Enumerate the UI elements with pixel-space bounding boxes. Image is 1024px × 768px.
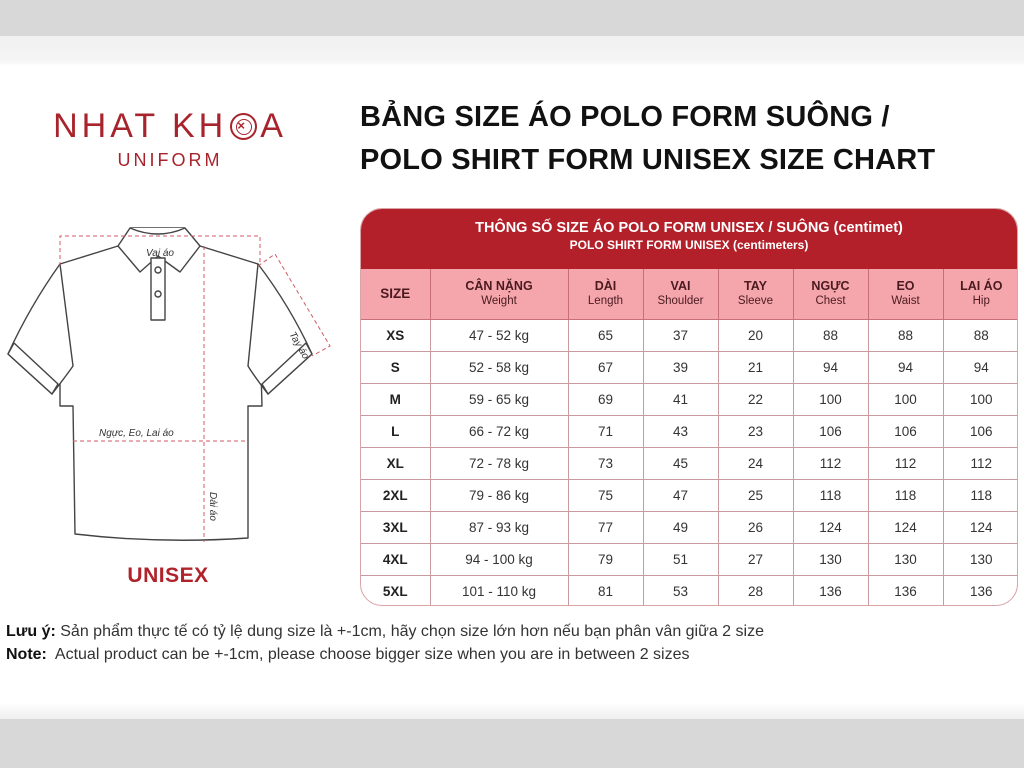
decorative-top-strip bbox=[0, 36, 1024, 66]
size-cell: S bbox=[361, 351, 430, 383]
table-row bbox=[361, 479, 1018, 511]
table-title-vi: THÔNG SỐ SIZE ÁO POLO FORM UNISEX / SUÔNG (centimet) bbox=[475, 220, 903, 236]
table-cell: 112 bbox=[868, 447, 943, 479]
size-cell: XS bbox=[361, 319, 430, 351]
size-cell: 4XL bbox=[361, 543, 430, 575]
table-cell: 28 bbox=[718, 575, 793, 606]
table-title-en: POLO SHIRT FORM UNISEX (centimeters) bbox=[569, 238, 809, 252]
size-chart-page bbox=[0, 36, 1024, 719]
note-vi-text: Sản phẩm thực tế có tỷ lệ dung size là +-1cm, hãy chọn size lớn hơn nếu bạn phân vân giữa 2 size bbox=[55, 623, 764, 640]
table-cell: 20 bbox=[718, 319, 793, 351]
gender-label: UNISEX bbox=[127, 564, 209, 587]
table-cell: 66 - 72 kg bbox=[430, 415, 568, 447]
size-table bbox=[361, 269, 1018, 606]
table-cell: 124 bbox=[793, 511, 868, 543]
table-cell: 118 bbox=[793, 479, 868, 511]
column-header-sleeve: TAY Sleeve bbox=[718, 269, 793, 319]
table-cell: 53 bbox=[643, 575, 718, 606]
polo-shirt-outline-icon bbox=[0, 206, 340, 566]
note-en-label: Note: bbox=[6, 646, 47, 663]
table-cell: 106 bbox=[793, 415, 868, 447]
table-cell: 37 bbox=[643, 319, 718, 351]
size-cell: 2XL bbox=[361, 479, 430, 511]
table-cell: 101 - 110 kg bbox=[430, 575, 568, 606]
top-letterbox-bar bbox=[0, 0, 1024, 36]
logo-wordmark bbox=[30, 106, 310, 146]
table-cell: 43 bbox=[643, 415, 718, 447]
button-o-icon bbox=[230, 113, 257, 140]
note-en-text: Actual product can be +-1cm, please choose bigger size when you are in between 2 sizes bbox=[46, 646, 690, 663]
table-cell: 100 bbox=[868, 383, 943, 415]
table-cell: 52 - 58 kg bbox=[430, 351, 568, 383]
table-cell: 100 bbox=[943, 383, 1018, 415]
table-body bbox=[361, 319, 1018, 606]
note-en bbox=[6, 643, 1006, 666]
table-cell: 106 bbox=[868, 415, 943, 447]
table-row bbox=[361, 319, 1018, 351]
bottom-letterbox-bar bbox=[0, 719, 1024, 768]
size-cell: L bbox=[361, 415, 430, 447]
table-row bbox=[361, 543, 1018, 575]
sleeve-label: Tay áo bbox=[286, 330, 311, 362]
table-cell: 87 - 93 kg bbox=[430, 511, 568, 543]
column-header-waist: EO Waist bbox=[868, 269, 943, 319]
table-cell: 47 bbox=[643, 479, 718, 511]
note-vi bbox=[6, 620, 1006, 643]
column-header-shoulder: VAI Shoulder bbox=[643, 269, 718, 319]
table-title-bar bbox=[361, 209, 1017, 269]
table-cell: 94 bbox=[793, 351, 868, 383]
table-cell: 24 bbox=[718, 447, 793, 479]
brand-logo bbox=[30, 106, 310, 171]
size-cell: 5XL bbox=[361, 575, 430, 606]
table-row bbox=[361, 575, 1018, 606]
page-title bbox=[360, 96, 1020, 182]
table-cell: 79 - 86 kg bbox=[430, 479, 568, 511]
decorative-bottom-strip bbox=[0, 703, 1024, 719]
polo-shirt-diagram bbox=[0, 206, 340, 586]
table-cell: 79 bbox=[568, 543, 643, 575]
table-cell: 69 bbox=[568, 383, 643, 415]
table-cell: 65 bbox=[568, 319, 643, 351]
table-cell: 124 bbox=[943, 511, 1018, 543]
table-cell: 72 - 78 kg bbox=[430, 447, 568, 479]
table-cell: 23 bbox=[718, 415, 793, 447]
table-cell: 88 bbox=[868, 319, 943, 351]
table-cell: 27 bbox=[718, 543, 793, 575]
table-cell: 59 - 65 kg bbox=[430, 383, 568, 415]
table-cell: 118 bbox=[868, 479, 943, 511]
chest-waist-hip-label: Ngực, Eo, Lai áo bbox=[99, 428, 174, 439]
title-line-vi: BẢNG SIZE ÁO POLO FORM SUÔNG / bbox=[360, 101, 890, 133]
table-cell: 94 bbox=[868, 351, 943, 383]
table-cell: 41 bbox=[643, 383, 718, 415]
table-cell: 88 bbox=[943, 319, 1018, 351]
table-cell: 136 bbox=[868, 575, 943, 606]
table-row bbox=[361, 415, 1018, 447]
table-row bbox=[361, 511, 1018, 543]
table-cell: 39 bbox=[643, 351, 718, 383]
table-cell: 106 bbox=[943, 415, 1018, 447]
table-cell: 136 bbox=[793, 575, 868, 606]
table-row bbox=[361, 447, 1018, 479]
table-cell: 21 bbox=[718, 351, 793, 383]
column-header-chest: NGỰC Chest bbox=[793, 269, 868, 319]
table-cell: 45 bbox=[643, 447, 718, 479]
table-cell: 88 bbox=[793, 319, 868, 351]
table-cell: 71 bbox=[568, 415, 643, 447]
column-header-hip: LAI ÁO Hip bbox=[943, 269, 1018, 319]
table-cell: 136 bbox=[969, 583, 993, 599]
table-cell: 130 bbox=[943, 543, 1018, 575]
table-cell: 51 bbox=[643, 543, 718, 575]
column-header-weight: CÂN NẶNG Weight bbox=[430, 269, 568, 319]
logo-text-right: A bbox=[260, 107, 287, 145]
column-header-size: SIZE bbox=[361, 269, 430, 319]
table-cell: 130 bbox=[868, 543, 943, 575]
table-cell: 112 bbox=[943, 447, 1018, 479]
logo-text-left: NHAT KH bbox=[53, 107, 228, 145]
size-notes bbox=[6, 620, 1006, 666]
title-line-en: POLO SHIRT FORM UNISEX SIZE CHART bbox=[360, 144, 936, 176]
size-cell: XL bbox=[361, 447, 430, 479]
note-vi-label: Lưu ý: bbox=[6, 623, 56, 640]
table-header-row bbox=[361, 269, 1018, 319]
table-row bbox=[361, 351, 1018, 383]
table-cell: 81 bbox=[568, 575, 643, 606]
size-table-card bbox=[360, 208, 1018, 606]
logo-subtitle: UNIFORM bbox=[117, 150, 223, 170]
table-cell: 100 bbox=[793, 383, 868, 415]
table-cell: 49 bbox=[643, 511, 718, 543]
table-cell: 73 bbox=[568, 447, 643, 479]
table-cell: 94 bbox=[943, 351, 1018, 383]
table-cell: 124 bbox=[868, 511, 943, 543]
table-cell: 94 - 100 kg bbox=[430, 543, 568, 575]
table-cell: 75 bbox=[568, 479, 643, 511]
table-cell: 22 bbox=[718, 383, 793, 415]
length-label: Dài áo bbox=[207, 492, 218, 521]
table-cell: 118 bbox=[943, 479, 1018, 511]
table-cell: 67 bbox=[568, 351, 643, 383]
table-cell: 26 bbox=[718, 511, 793, 543]
table-cell: 25 bbox=[718, 479, 793, 511]
shoulder-label: Vai áo bbox=[146, 248, 174, 259]
column-header-length: DÀI Length bbox=[568, 269, 643, 319]
table-cell: 47 - 52 kg bbox=[430, 319, 568, 351]
table-cell: 77 bbox=[568, 511, 643, 543]
table-cell: 130 bbox=[793, 543, 868, 575]
table-row bbox=[361, 383, 1018, 415]
size-cell: 3XL bbox=[361, 511, 430, 543]
size-cell: M bbox=[361, 383, 430, 415]
table-cell: 112 bbox=[793, 447, 868, 479]
